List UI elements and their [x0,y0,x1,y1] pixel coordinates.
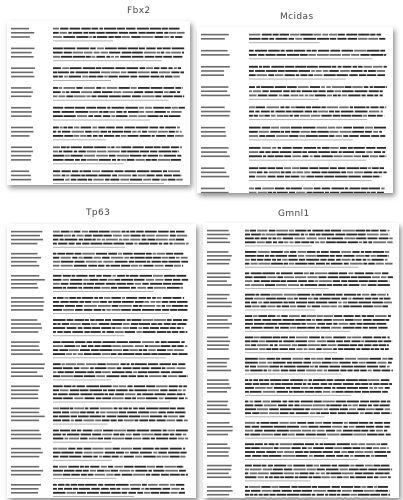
alignment-line [11,279,188,281]
alignment-line [11,36,182,38]
alignment-line [201,171,387,173]
alignment-line [11,448,185,450]
alignment-line [11,420,188,422]
alignment-line [11,484,184,486]
alignment-line [11,301,188,303]
alignment-line [11,353,188,355]
alignment-line [11,319,188,321]
consensus-line [53,40,113,41]
alignment-line [207,230,389,232]
alignment-line [207,476,391,478]
alignment-line [11,235,187,237]
alignment-line [201,192,384,193]
alignment-line [207,379,389,381]
consensus-line [53,379,111,380]
consensus-line [245,416,325,417]
panel-title-tp63: Tp63 [86,208,111,218]
consensus-line [53,120,150,121]
consensus-line [245,395,351,396]
panel-title-mcidas: Mcidas [280,12,314,22]
alignment-line [207,251,389,253]
alignment-line [201,66,387,68]
alignment-text-gmnl [203,223,399,498]
consensus-line [245,267,358,268]
alignment-line [11,389,186,391]
alignment-line [11,261,188,263]
consensus-line [53,442,112,443]
alignment-line [207,404,390,406]
consensus-line [245,309,315,310]
alignment-line [11,408,185,410]
alignment-line [11,363,185,365]
alignment-line [11,434,186,436]
alignment-line [201,54,386,56]
consensus-line [53,424,108,425]
consensus-line [53,291,153,292]
alignment-line [11,470,186,472]
alignment-line [201,115,384,117]
consensus-line [249,58,372,59]
consensus-line [245,352,337,353]
alignment-line [207,348,389,350]
consensus-line [245,245,312,246]
alignment-line [11,371,183,373]
alignment-sheet-gmnl [203,223,399,498]
alignment-sheet-fbx2 [7,21,190,185]
alignment-line [11,115,180,117]
alignment-line [207,447,389,449]
alignment-line [11,349,184,351]
alignment-line [201,34,381,36]
consensus-line [53,313,169,314]
alignment-line [207,451,391,453]
alignment-line [11,430,188,432]
alignment-line [207,358,393,360]
alignment-line [207,408,390,410]
alignment-line [11,397,188,399]
alignment-line [207,315,391,317]
alignment-line [11,111,182,113]
alignment-line [11,127,180,129]
alignment-line [11,239,184,241]
alignment-line [11,131,182,133]
alignment-line [207,323,388,325]
panel-title-gmnl: Gmnl1 [278,209,310,219]
alignment-line [11,367,186,369]
alignment-line [207,383,392,385]
alignment-line [11,345,187,347]
alignment-line [207,422,390,424]
consensus-line [53,100,169,101]
alignment-line [11,231,185,233]
consensus-line [249,139,353,140]
consensus-line [245,374,342,375]
alignment-line [11,159,181,161]
alignment-line [11,297,184,299]
alignment-line [207,401,390,403]
alignment-line [201,74,385,76]
alignment-line [11,28,180,30]
alignment-line [207,486,388,488]
alignment-line [207,238,393,240]
alignment-line [11,331,187,333]
alignment-line [11,135,183,137]
alignment-line [201,167,384,169]
alignment-line [207,263,393,265]
alignment-line [11,488,184,490]
alignment-line [207,319,389,321]
consensus-line [53,496,134,497]
alignment-line [11,412,185,414]
alignment-line [11,175,182,177]
alignment-line [207,490,390,492]
alignment-line [207,255,389,257]
consensus-line [249,79,346,80]
alignment-line [11,385,187,387]
consensus-line [53,357,166,358]
consensus-line [53,269,171,270]
alignment-line [207,370,393,372]
consensus-line [53,80,111,81]
alignment-line [11,438,188,440]
alignment-text-mcidas [197,27,393,193]
alignment-line [11,151,179,153]
alignment-line [201,95,383,97]
alignment-line [11,52,184,54]
alignment-line [201,38,385,40]
alignment-line [207,280,389,282]
alignment-line [207,272,388,274]
alignment-line [11,393,185,395]
alignment-line [11,456,186,458]
alignment-line [207,434,391,436]
alignment-line [11,275,186,277]
alignment-line [11,56,182,58]
alignment-sheet-mcidas [197,27,393,193]
alignment-line [207,284,390,286]
alignment-line [207,302,392,304]
alignment-line [201,70,385,72]
alignment-line [11,257,188,259]
alignment-line [11,375,188,377]
alignment-line [11,323,187,325]
alignment-line [11,243,189,245]
alignment-line [11,91,180,93]
alignment-line [207,362,392,364]
alignment-line [207,494,390,496]
alignment-text-tp63 [7,224,196,498]
alignment-line [201,127,386,129]
consensus-line [245,288,329,289]
consensus-line [249,160,366,161]
alignment-text-fbx2 [7,21,190,185]
consensus-line [53,402,170,403]
alignment-line [11,76,180,78]
alignment-line [11,253,183,255]
alignment-line [201,86,387,88]
alignment-line [207,298,390,300]
consensus-line [249,119,367,120]
alignment-line [207,327,388,329]
consensus-line [245,331,350,332]
alignment-line [207,391,388,393]
alignment-line [201,155,386,157]
consensus-line [53,163,124,164]
alignment-line [11,341,185,343]
consensus-line [245,459,358,460]
alignment-line [207,412,392,414]
alignment-line [11,327,184,329]
consensus-line [245,438,328,439]
alignment-line [201,106,386,108]
alignment-line [207,344,389,346]
alignment-line [11,87,183,89]
alignment-line [11,67,181,69]
alignment-line [11,47,184,49]
alignment-line [207,234,389,236]
alignment-line [207,472,390,474]
alignment-line [201,176,381,178]
alignment-line [201,50,385,52]
alignment-line [11,416,185,418]
alignment-line [11,95,184,97]
alignment-line [201,151,385,153]
consensus-line [53,139,106,140]
consensus-line [245,480,310,481]
alignment-sheet-tp63 [7,224,196,498]
alignment-line [11,309,188,311]
alignment-line [11,155,181,157]
consensus-line [53,60,162,61]
alignment-line [11,265,183,267]
alignment-line [207,465,389,467]
alignment-line [11,492,185,494]
alignment-line [11,179,183,181]
alignment-line [11,146,182,148]
alignment-line [201,90,383,92]
alignment-line [207,430,387,432]
alignment-line [207,305,388,307]
alignment-line [207,387,390,389]
alignment-line [11,474,188,476]
alignment-line [11,283,183,285]
alignment-line [11,452,187,454]
alignment-line [207,455,387,457]
alignment-line [201,135,385,137]
alignment-line [11,107,185,109]
alignment-line [207,276,393,278]
consensus-line [53,460,112,461]
consensus-line [53,183,164,184]
alignment-line [201,147,386,149]
alignment-line [207,259,387,261]
consensus-line [249,180,372,181]
alignment-line [207,443,387,445]
alignment-line [207,337,390,339]
alignment-line [201,131,382,133]
alignment-line [11,32,185,34]
consensus-line [249,42,320,43]
alignment-line [207,340,392,342]
consensus-line [249,99,319,100]
alignment-line [201,111,383,113]
consensus-line [53,335,124,336]
alignment-line [11,305,188,307]
panel-title-fbx2: Fbx2 [127,6,151,16]
alignment-line [207,426,391,428]
alignment-line [11,466,184,468]
alignment-line [207,469,392,471]
alignment-line [207,294,388,296]
consensus-line [53,478,116,479]
alignment-line [201,188,385,190]
alignment-line [11,71,184,73]
consensus-line [53,247,125,248]
alignment-line [207,366,390,368]
alignment-line [207,241,393,243]
alignment-line [11,287,183,289]
alignment-line [11,170,180,172]
